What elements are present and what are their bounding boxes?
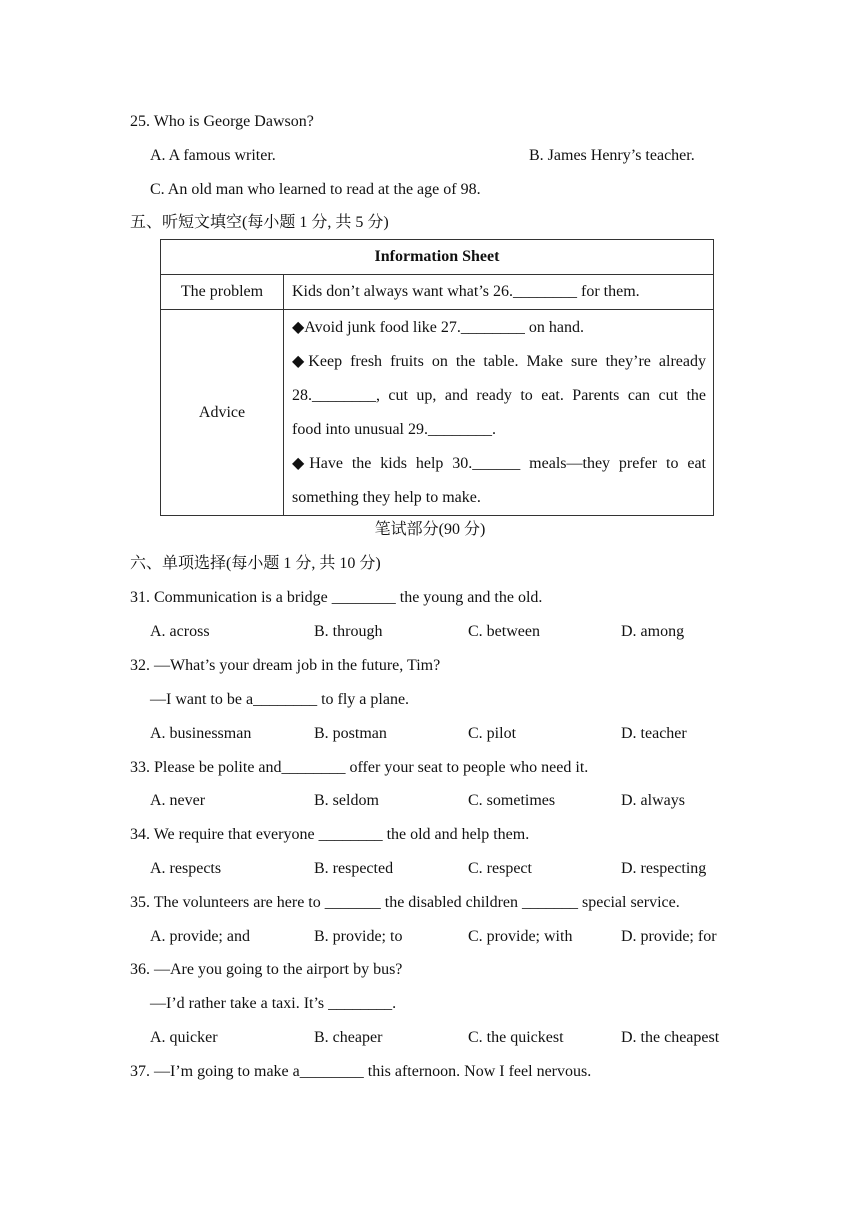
q32-reply: —I want to be a________ to fly a plane. <box>150 691 410 708</box>
advice-label: Advice <box>161 310 284 516</box>
q35-stem: 35. The volunteers are here to _______ the disabled children _______ special service. <box>130 894 680 911</box>
q31-option-d: D. among <box>621 623 685 640</box>
q35-option-b: B. provide; to <box>314 928 403 945</box>
table-title: Information Sheet <box>161 240 714 275</box>
advice-line: food into unusual 29.________. <box>292 421 496 438</box>
q32-option-c: C. pilot <box>468 725 517 742</box>
q35-option-d: D. provide; for <box>621 928 717 945</box>
q36-option-d: D. the cheapest <box>621 1029 720 1046</box>
problem-text: Kids don’t always want what’s 26.________ for them. <box>284 275 714 310</box>
q33-option-c: C. sometimes <box>468 792 556 809</box>
q32-stem: 32. —What’s your dream job in the future, Tim? <box>130 657 441 674</box>
advice-cell <box>284 310 714 516</box>
q25-option-a: A. A famous writer. <box>150 147 276 164</box>
q25-option-c: C. An old man who learned to read at the age of 98. <box>150 181 481 198</box>
q33-stem: 33. Please be polite and________ offer your seat to people who need it. <box>130 759 589 776</box>
q31-option-a: A. across <box>150 623 210 640</box>
written-section-title: 笔试部分(90 分) <box>374 521 486 538</box>
q33-option-d: D. always <box>621 792 685 809</box>
q32-option-b: B. postman <box>314 725 387 742</box>
q36-option-c: C. the quickest <box>468 1029 564 1046</box>
advice-line: ◆Keep fresh fruits on the table. Make sure they’re already <box>292 353 706 370</box>
q25-stem: 25. Who is George Dawson? <box>130 113 314 130</box>
q34-option-a: A. respects <box>150 860 222 877</box>
section6-heading: 六、单项选择(每小题 1 分, 共 10 分) <box>130 555 381 572</box>
q25-option-b: B. James Henry’s teacher. <box>529 147 695 164</box>
q31-stem: 31. Communication is a bridge ________ the young and the old. <box>130 589 543 606</box>
advice-line: ◆Have the kids help 30.______ meals—they prefer to eat <box>292 455 706 472</box>
information-sheet-table <box>160 239 714 516</box>
q34-option-c: C. respect <box>468 860 532 877</box>
q34-option-d: D. respecting <box>621 860 707 877</box>
q35-option-c: C. provide; with <box>468 928 573 945</box>
q32-option-a: A. businessman <box>150 725 252 742</box>
advice-line: something they help to make. <box>292 489 481 506</box>
advice-line: ◆Avoid junk food like 27.________ on hand. <box>292 319 584 336</box>
q34-option-b: B. respected <box>314 860 394 877</box>
advice-line: 28.________, cut up, and ready to eat. Parents can cut the <box>292 387 706 404</box>
problem-label: The problem <box>161 275 284 310</box>
q36-option-b: B. cheaper <box>314 1029 383 1046</box>
q36-reply: —I’d rather take a taxi. It’s ________. <box>150 995 397 1012</box>
q35-option-a: A. provide; and <box>150 928 250 945</box>
q36-option-a: A. quicker <box>150 1029 218 1046</box>
q31-option-b: B. through <box>314 623 383 640</box>
q33-option-b: B. seldom <box>314 792 379 809</box>
q32-option-d: D. teacher <box>621 725 687 742</box>
section5-heading: 五、听短文填空(每小题 1 分, 共 5 分) <box>130 214 389 231</box>
q34-stem: 34. We require that everyone ________ the old and help them. <box>130 826 530 843</box>
q33-option-a: A. never <box>150 792 206 809</box>
q37-stem: 37. —I’m going to make a________ this afternoon. Now I feel nervous. <box>130 1063 592 1080</box>
q36-stem: 36. —Are you going to the airport by bus? <box>130 961 403 978</box>
q31-option-c: C. between <box>468 623 540 640</box>
